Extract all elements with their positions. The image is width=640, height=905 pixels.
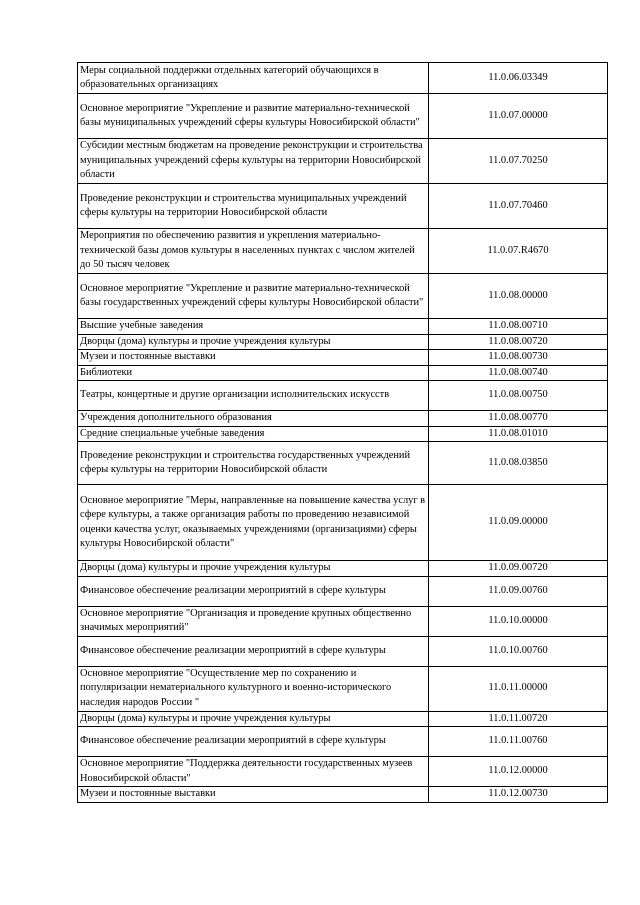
row-name: Мероприятия по обеспечению развития и укрепления материально-технической базы домов культуры в населенных пунктах с числом жителей до 50 тысяч человек (78, 229, 429, 274)
row-name: Средние специальные учебные заведения (78, 426, 429, 442)
table-row (78, 711, 608, 727)
row-code: 11.0.08.00000 (429, 274, 608, 319)
row-name: Проведение реконструкции и строительства муниципальных учреждений сферы культуры на территории Новосибирской области (78, 184, 429, 229)
table-row (78, 727, 608, 757)
row-name: Дворцы (дома) культуры и прочие учреждения культуры (78, 711, 429, 727)
row-name: Высшие учебные заведения (78, 319, 429, 335)
row-code: 11.0.08.00750 (429, 381, 608, 411)
table-row (78, 576, 608, 606)
row-name: Основное мероприятие "Поддержка деятельности государственных музеев Новосибирской области" (78, 757, 429, 787)
row-name: Субсидии местным бюджетам на проведение реконструкции и строительства муниципальных учреждений сферы культуры на территории Новосибирской области (78, 139, 429, 184)
row-code: 11.0.08.00720 (429, 334, 608, 350)
row-code: 11.0.07.00000 (429, 94, 608, 139)
table-row (78, 63, 608, 94)
table-row (78, 184, 608, 229)
row-name: Музеи и постоянные выставки (78, 350, 429, 366)
table-row (78, 666, 608, 711)
row-name: Финансовое обеспечение реализации мероприятий в сфере культуры (78, 576, 429, 606)
table-row (78, 485, 608, 561)
table-row (78, 561, 608, 577)
row-code: 11.0.10.00760 (429, 636, 608, 666)
table-row (78, 350, 608, 366)
table-row (78, 606, 608, 636)
row-code: 11.0.08.00770 (429, 411, 608, 427)
table-row (78, 274, 608, 319)
row-code: 11.0.12.00730 (429, 787, 608, 803)
row-code: 11.0.09.00760 (429, 576, 608, 606)
row-name: Дворцы (дома) культуры и прочие учреждения культуры (78, 334, 429, 350)
row-code: 11.0.07.70250 (429, 139, 608, 184)
table-row (78, 787, 608, 803)
row-name: Меры социальной поддержки отдельных категорий обучающихся в образовательных организациях (78, 63, 429, 94)
budget-classification-table (77, 62, 608, 803)
table-row (78, 411, 608, 427)
row-code: 11.0.12.00000 (429, 757, 608, 787)
table-row (78, 365, 608, 381)
row-name: Библиотеки (78, 365, 429, 381)
row-name: Учреждения дополнительного образования (78, 411, 429, 427)
row-code: 11.0.11.00720 (429, 711, 608, 727)
row-code: 11.0.07.R4670 (429, 229, 608, 274)
table-row (78, 442, 608, 485)
row-code: 11.0.09.00000 (429, 485, 608, 561)
row-name: Финансовое обеспечение реализации мероприятий в сфере культуры (78, 727, 429, 757)
table-row (78, 139, 608, 184)
table-row (78, 381, 608, 411)
row-code: 11.0.08.00740 (429, 365, 608, 381)
row-name: Основное мероприятие "Меры, направленные на повышение качества услуг в сфере культуры, а также организация работы по проведению независимой оценки качества услуг, оказываемых учреждениями (организациями) сферы культуры Новосибирской области" (78, 485, 429, 561)
row-name: Основное мероприятие "Организация и проведение крупных общественно значимых мероприятий" (78, 606, 429, 636)
row-code: 11.0.08.01010 (429, 426, 608, 442)
table-row (78, 636, 608, 666)
row-name: Театры, концертные и другие организации исполнительских искусств (78, 381, 429, 411)
table-row (78, 757, 608, 787)
row-code: 11.0.08.03850 (429, 442, 608, 485)
row-name: Музеи и постоянные выставки (78, 787, 429, 803)
row-name: Основное мероприятие "Укрепление и развитие материально-технической базы государственных учреждений сферы культуры Новосибирской области" (78, 274, 429, 319)
row-code: 11.0.10.00000 (429, 606, 608, 636)
row-name: Дворцы (дома) культуры и прочие учреждения культуры (78, 561, 429, 577)
table-row (78, 319, 608, 335)
row-code: 11.0.07.70460 (429, 184, 608, 229)
row-code: 11.0.08.00710 (429, 319, 608, 335)
row-code: 11.0.11.00000 (429, 666, 608, 711)
table-row (78, 94, 608, 139)
row-code: 11.0.09.00720 (429, 561, 608, 577)
row-code: 11.0.08.00730 (429, 350, 608, 366)
row-name: Основное мероприятие "Осуществление мер по сохранению и популяризации нематериального культурного и военно-исторического наследия народов России " (78, 666, 429, 711)
row-code: 11.0.11.00760 (429, 727, 608, 757)
row-name: Проведение реконструкции и строительства государственных учреждений сферы культуры на территории Новосибирской области (78, 442, 429, 485)
table-row (78, 229, 608, 274)
table-row (78, 334, 608, 350)
row-code: 11.0.06.03349 (429, 63, 608, 94)
table-body (78, 63, 608, 803)
table-row (78, 426, 608, 442)
row-name: Финансовое обеспечение реализации мероприятий в сфере культуры (78, 636, 429, 666)
row-name: Основное мероприятие "Укрепление и развитие материально-технической базы муниципальных учреждений сферы культуры Новосибирской области" (78, 94, 429, 139)
